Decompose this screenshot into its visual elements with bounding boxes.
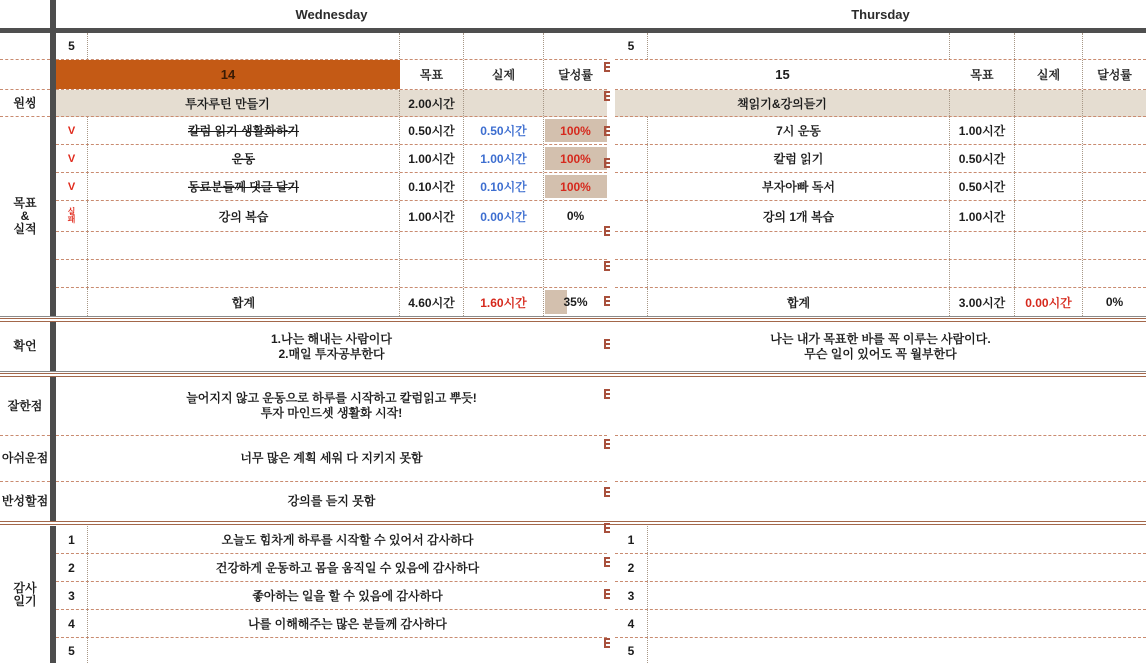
gratitude-text-cell[interactable] [648, 638, 1146, 663]
sidebar-spacer [0, 0, 50, 28]
regret-cell[interactable] [615, 436, 1146, 482]
section-divider [0, 316, 1146, 322]
total-goal-cell: 4.60시간 [400, 288, 464, 316]
gratitude-number: 1 [615, 526, 648, 553]
gratitude-number: 1 [56, 526, 88, 553]
split-marker [604, 296, 610, 306]
task-rate-cell[interactable]: 100% [544, 173, 607, 200]
task-name-cell[interactable]: 강의 복습 [88, 201, 400, 231]
total-goal-cell: 3.00시간 [950, 288, 1015, 316]
task-row [56, 117, 607, 145]
task-rate-cell[interactable] [1083, 173, 1146, 200]
affirmation-cell[interactable]: 1.나는 해내는 사람이다 2.매일 투자공부한다 [270, 331, 392, 361]
section-divider [0, 521, 1146, 526]
task-check-cell[interactable] [615, 173, 648, 200]
task-actual-cell[interactable]: 0.50시간 [464, 117, 544, 144]
gratitude-text-cell[interactable] [648, 554, 1146, 581]
task-goal-cell[interactable]: 1.00시간 [400, 201, 464, 231]
task-row [615, 145, 1146, 173]
well-done-cell[interactable]: 늘어지지 않고 운동으로 하루를 시작하고 칼럼읽고 뿌듯! 투자 마인드셋 생활화 시작! [56, 377, 607, 436]
task-check-cell[interactable] [56, 201, 88, 231]
day-panel-thursday [615, 0, 1146, 663]
reflection-cell[interactable]: 강의를 듣지 못함 [287, 494, 376, 508]
split-marker [604, 158, 610, 168]
split-marker [604, 523, 610, 533]
total-rate-cell: 35% [544, 288, 607, 316]
task-row [56, 173, 607, 201]
task-goal-cell[interactable]: 1.00시간 [400, 145, 464, 172]
task-rate-cell[interactable]: 100% [544, 117, 607, 144]
task-name-cell[interactable]: 운동 [88, 145, 400, 172]
total-label-cell: 합계 [88, 288, 400, 316]
task-actual-cell[interactable]: 0.00시간 [464, 201, 544, 231]
onething-cell[interactable]: 책읽기&강의듣기 [615, 90, 950, 116]
date-header-row [56, 60, 607, 90]
sidebar-label-gratitude: 감사 일기 [13, 580, 37, 608]
col-header-actual: 실제 [464, 60, 544, 89]
task-name-cell[interactable]: 강의 1개 복습 [648, 201, 950, 231]
task-actual-cell[interactable]: 1.00시간 [464, 145, 544, 172]
onething-cell[interactable]: 투자루틴 만들기 [56, 90, 400, 116]
total-label-cell: 합계 [648, 288, 950, 316]
day-panel-wednesday [56, 0, 607, 663]
task-row [615, 201, 1146, 232]
split-marker [604, 487, 610, 497]
task-name-cell[interactable]: 7시 운동 [648, 117, 950, 144]
day-title-row [615, 0, 1146, 28]
gratitude-text-cell[interactable] [88, 638, 607, 663]
gratitude-row [56, 638, 607, 663]
sidebar-label-onething: 원씽 [0, 90, 50, 117]
week-number-cell: 5 [56, 33, 88, 59]
split-marker [604, 226, 610, 236]
task-name-cell[interactable]: 칼럼 읽기 [648, 145, 950, 172]
col-header-rate: 달성률 [558, 68, 593, 82]
gratitude-row [615, 554, 1146, 582]
task-check-cell[interactable] [56, 145, 88, 172]
task-row [56, 145, 607, 173]
gratitude-number: 4 [615, 610, 648, 637]
sidebar-divider [50, 0, 56, 663]
task-goal-cell[interactable]: 0.10시간 [400, 173, 464, 200]
sidebar-spacer [0, 33, 50, 60]
well-done-cell[interactable] [615, 377, 1146, 436]
gratitude-row [615, 610, 1146, 638]
task-goal-cell[interactable]: 0.50시간 [950, 145, 1015, 172]
task-row [615, 173, 1146, 201]
task-name-cell[interactable]: 부자아빠 독서 [648, 173, 950, 200]
header-divider [0, 28, 1146, 33]
task-row [56, 201, 607, 232]
task-actual-cell[interactable]: 0.10시간 [464, 173, 544, 200]
task-actual-cell[interactable] [1015, 117, 1083, 144]
onething-goal-cell[interactable]: 2.00시간 [400, 90, 464, 116]
split-marker [604, 439, 610, 449]
date-cell[interactable]: 14 [56, 60, 400, 89]
task-rate-cell[interactable] [1083, 145, 1146, 172]
sidebar-label-well-done: 잘한점 [0, 377, 50, 436]
date-cell[interactable]: 15 [775, 67, 790, 82]
task-goal-cell[interactable]: 0.50시간 [950, 173, 1015, 200]
task-goal-cell[interactable]: 0.50시간 [400, 117, 464, 144]
task-row-empty [615, 260, 1146, 288]
onething-goal-cell[interactable] [950, 90, 1015, 116]
week-number-cell: 5 [615, 33, 648, 59]
task-rate-cell[interactable] [1083, 117, 1146, 144]
day-title-row [56, 0, 607, 28]
split-marker [604, 589, 610, 599]
sidebar-label-affirmation: 확언 [13, 339, 37, 353]
week-row [615, 33, 1146, 60]
gratitude-number: 3 [56, 582, 88, 609]
gratitude-number: 2 [56, 554, 88, 581]
sidebar [0, 0, 50, 663]
col-header-rate: 달성률 [1097, 68, 1132, 82]
task-check-cell[interactable] [615, 117, 648, 144]
check-mark: V [67, 152, 76, 165]
task-check-cell[interactable] [56, 173, 88, 200]
date-header-row [615, 60, 1146, 90]
task-check-cell[interactable] [615, 145, 648, 172]
split-marker [604, 62, 610, 72]
split-marker [604, 389, 610, 399]
sidebar-label-goals: 목표 & 실적 [13, 196, 37, 236]
gratitude-text-cell[interactable]: 나를 이해해주는 많은 분들께 감사하다 [248, 617, 447, 631]
regret-cell[interactable]: 너무 많은 계획 세워 다 지키지 못함 [56, 436, 607, 482]
onething-row [56, 90, 607, 117]
total-row [56, 288, 607, 316]
split-marker [604, 557, 610, 567]
gratitude-number: 5 [56, 638, 88, 663]
task-rate-cell[interactable]: 100% [544, 145, 607, 172]
affirmation-cell[interactable]: 나는 내가 목표한 바를 꼭 이루는 사람이다. 무슨 일이 있어도 꼭 월부한다 [770, 331, 991, 361]
section-divider [0, 371, 1146, 377]
total-actual-cell: 0.00시간 [1015, 288, 1083, 316]
task-actual-cell[interactable] [1015, 173, 1083, 200]
total-rate-cell: 0% [1105, 295, 1124, 309]
gratitude-text-cell[interactable]: 오늘도 힘차게 하루를 시작할 수 있어서 감사하다 [221, 533, 474, 547]
gratitude-number: 4 [56, 610, 88, 637]
gratitude-number: 3 [615, 582, 648, 609]
day-title: Thursday [851, 6, 910, 22]
split-marker [604, 339, 610, 349]
task-goal-cell[interactable]: 1.00시간 [950, 117, 1015, 144]
onething-row [615, 90, 1146, 117]
gratitude-text-cell[interactable] [648, 582, 1146, 609]
gratitude-text-cell[interactable] [648, 610, 1146, 637]
check-mark: 실패 [67, 207, 76, 224]
gratitude-number: 5 [615, 638, 648, 663]
task-row-empty [56, 232, 607, 260]
task-check-cell[interactable] [615, 201, 648, 231]
split-marker [604, 261, 610, 271]
gratitude-row [615, 526, 1146, 554]
gratitude-text-cell[interactable]: 건강하게 운동하고 몸을 움직일 수 있음에 감사하다 [215, 561, 480, 575]
split-marker [604, 126, 610, 136]
col-header-actual: 실제 [1015, 60, 1083, 89]
task-actual-cell[interactable] [1015, 201, 1083, 231]
task-check-cell[interactable] [56, 117, 88, 144]
gratitude-text-cell[interactable]: 좋아하는 일을 할 수 있음에 감사하다 [252, 589, 443, 603]
check-mark: V [67, 124, 76, 137]
gratitude-row [56, 526, 607, 554]
task-rate-cell[interactable]: 0% [566, 209, 585, 223]
gratitude-row [56, 554, 607, 582]
col-header-goal: 목표 [400, 60, 464, 89]
task-row-empty [56, 260, 607, 288]
gratitude-row [56, 610, 607, 638]
split-marker [604, 638, 610, 648]
task-name-cell[interactable]: 칼럼 읽기 생활화하기 [88, 117, 400, 144]
gratitude-number: 2 [615, 554, 648, 581]
task-row-empty [615, 232, 1146, 260]
sidebar-spacer [0, 60, 50, 90]
gratitude-row [615, 638, 1146, 663]
total-actual-cell: 1.60시간 [464, 288, 544, 316]
sidebar-label-regret: 아쉬운점 [0, 436, 50, 482]
task-rate-cell[interactable] [1083, 201, 1146, 231]
task-name-cell[interactable]: 동료분들께 댓글 달기 [88, 173, 400, 200]
split-marker [604, 91, 610, 101]
week-row [56, 33, 607, 60]
total-row [615, 288, 1146, 316]
day-title: Wednesday [295, 6, 368, 22]
gratitude-row [615, 582, 1146, 610]
col-header-goal: 목표 [950, 60, 1015, 89]
reflection-cell[interactable] [615, 482, 1146, 521]
sidebar-label-reflection: 반성할점 [1, 494, 49, 508]
task-goal-cell[interactable]: 1.00시간 [950, 201, 1015, 231]
gratitude-row [56, 582, 607, 610]
gratitude-text-cell[interactable] [648, 526, 1146, 553]
check-mark: V [67, 180, 76, 193]
task-row [615, 117, 1146, 145]
task-actual-cell[interactable] [1015, 145, 1083, 172]
